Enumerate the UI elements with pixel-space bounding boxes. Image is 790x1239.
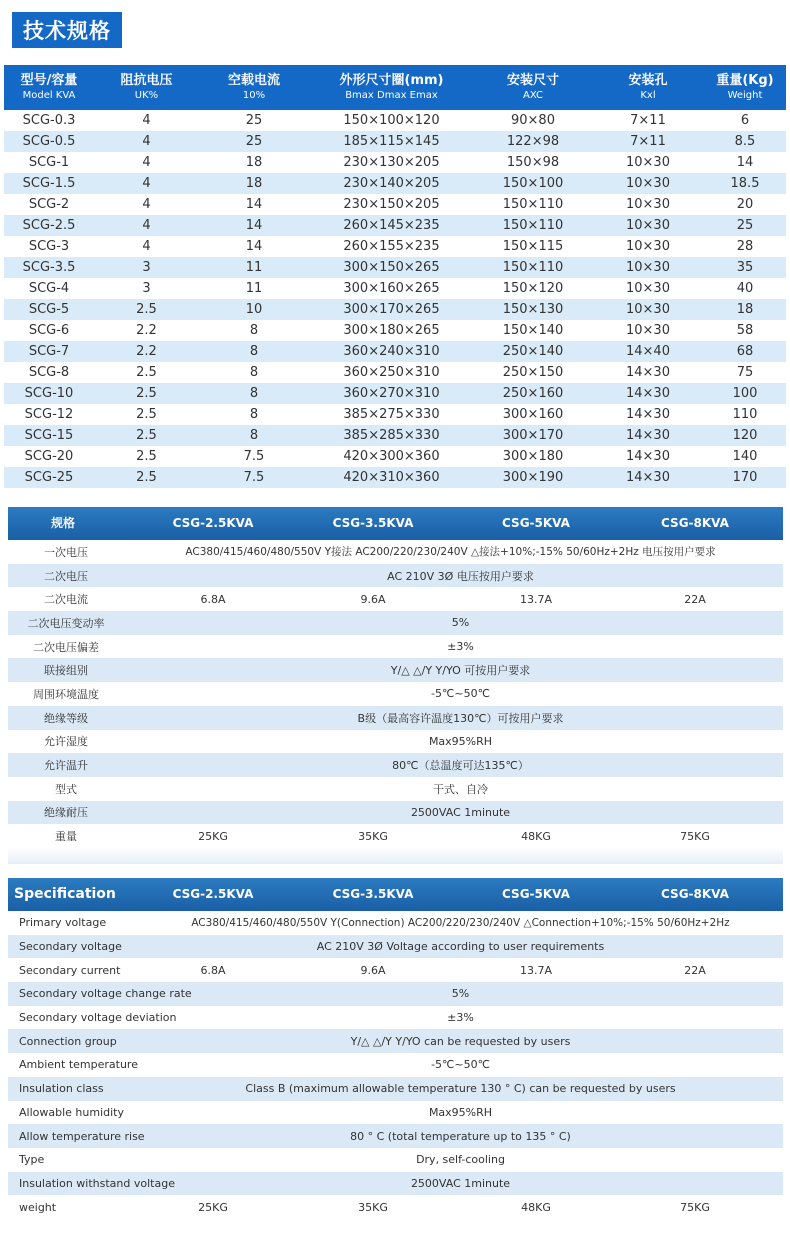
spec-row-value: -5℃~50℃ <box>431 687 490 701</box>
table-cell: SCG-1.5 <box>4 173 94 194</box>
table-cell: 7.5 <box>243 449 265 464</box>
table-cell: SCG-2.5 <box>4 215 94 236</box>
table-cell: SCG-10 <box>4 383 94 404</box>
table-cell: SCG-8 <box>28 365 70 380</box>
spec-row-value: -5℃~50℃ <box>431 1058 490 1072</box>
table-cell: 90×80 <box>511 113 555 128</box>
spec-row <box>8 587 783 611</box>
table-cell: 360×270×310 <box>309 383 474 404</box>
spec-row-cell: 35KG <box>358 829 388 843</box>
spec-row <box>8 564 783 588</box>
spec-row-value: Y/△ △/Y Y/YO can be requested by users <box>350 1034 571 1048</box>
table-cell: SCG-1 <box>28 155 70 170</box>
spec-row-cell: 9.6A <box>360 592 386 606</box>
table-cell: 10×30 <box>626 197 670 212</box>
spec-row-label: 周围环境温度 <box>33 687 99 701</box>
spec-row <box>8 1077 783 1101</box>
table-row <box>4 110 786 131</box>
table-cell: 14×30 <box>592 383 704 404</box>
table-cell: 150×100×120 <box>343 113 440 128</box>
spec-row-value: 2500VAC 1minute <box>410 1176 511 1190</box>
table-cell: 360×250×310 <box>343 365 440 380</box>
spec-table-header <box>4 65 786 110</box>
table-cell: 10×30 <box>592 215 704 236</box>
table-cell: SCG-3 <box>28 239 70 254</box>
table-row <box>4 257 786 278</box>
table-cell: 300×170 <box>474 425 592 446</box>
spec-row <box>8 777 783 801</box>
table-cell: SCG-20 <box>24 449 74 464</box>
table-cell: SCG-4 <box>28 281 70 296</box>
spec-row-value: Max95%RH <box>428 734 493 748</box>
spec-row-label: 一次电压 <box>44 545 88 559</box>
spec-row <box>8 611 783 635</box>
table-row <box>4 341 786 362</box>
spec-row <box>8 824 783 848</box>
table-cell: 8 <box>249 407 259 422</box>
spec-row-cell: 9.6A <box>360 963 386 977</box>
table-row <box>4 467 786 488</box>
spec-row <box>8 982 783 1006</box>
table-cell: 68 <box>704 341 786 362</box>
table-cell: 150×110 <box>474 215 592 236</box>
table-cell: 4 <box>94 131 199 152</box>
table-cell: 10×30 <box>626 155 670 170</box>
table-cell: 420×310×360 <box>309 467 474 488</box>
table-cell: 10×30 <box>592 173 704 194</box>
spec-row-cell: 13.7A <box>519 592 553 606</box>
spec-row-value: Dry, self-cooling <box>416 1153 505 1167</box>
spec-row-label: weight <box>19 1200 57 1214</box>
spec-row-value: B级（最高容许温度130℃）可按用户要求 <box>357 711 564 725</box>
table-row <box>4 425 786 446</box>
table-cell: 230×150×205 <box>343 197 440 212</box>
spec-row-cell: 25KG <box>198 829 228 843</box>
column-header-en: Kxl <box>640 90 656 101</box>
column-header-cn: 安装孔 <box>628 73 668 88</box>
spec-row-cell: 6.8A <box>200 963 226 977</box>
spec-row-cell: 75KG <box>680 1200 710 1214</box>
spec-header-model: CSG-2.5KVA <box>172 887 254 901</box>
table-cell: 14 <box>199 215 309 236</box>
table-cell: SCG-25 <box>4 467 94 488</box>
column-header-en: Bmax Dmax Emax <box>345 90 438 101</box>
table-cell: 7.5 <box>199 467 309 488</box>
table-cell: 260×155×235 <box>343 239 440 254</box>
table-cell: 14 <box>245 239 263 254</box>
table-cell: SCG-2 <box>28 197 70 212</box>
table-cell: 150×110 <box>474 257 592 278</box>
table-cell: 25 <box>704 215 786 236</box>
table-cell: SCG-6 <box>28 323 70 338</box>
spec-row-value: Y/△ △/Y Y/YO 可按用户要求 <box>390 664 531 678</box>
spec-row-label: 绝缘等级 <box>44 711 88 725</box>
spec-row-label: Allow temperature rise <box>19 1129 145 1143</box>
table-cell: 58 <box>736 323 754 338</box>
spec-row <box>8 1124 783 1148</box>
column-header-cn: 重量(Kg) <box>716 73 774 88</box>
table-cell: 18.5 <box>704 173 786 194</box>
table-cell: 11 <box>199 257 309 278</box>
table-cell: SCG-15 <box>4 425 94 446</box>
table-cell: 150×98 <box>506 155 560 170</box>
table-cell: 250×150 <box>502 365 564 380</box>
table-cell: 150×110 <box>502 197 564 212</box>
table-cell: 120 <box>704 425 786 446</box>
spec-header-title: 规格 <box>50 516 75 530</box>
spec-row-cell: 22A <box>684 963 706 977</box>
spec-row <box>8 1101 783 1125</box>
column-header-cn: 安装尺寸 <box>506 73 559 88</box>
table-cell: 2.2 <box>94 341 199 362</box>
column-header <box>199 65 309 110</box>
spec-row-cell: 75KG <box>680 829 710 843</box>
table-cell: 2.5 <box>94 383 199 404</box>
table-cell: 110 <box>732 407 758 422</box>
table-row <box>4 404 786 425</box>
table-cell: 4 <box>142 155 151 170</box>
table-cell: 100 <box>704 383 786 404</box>
table-cell: 10×30 <box>592 299 704 320</box>
table-cell: 11 <box>245 281 263 296</box>
spec-row-value: ±3% <box>447 640 474 654</box>
column-header-en: UK% <box>134 90 159 101</box>
spec-header-model: CSG-3.5KVA <box>332 887 414 901</box>
table-cell: 300×180×265 <box>343 323 440 338</box>
column-header-cn: 外形尺寸圈(mm) <box>339 73 444 88</box>
spec-row-value: 80 ° C (total temperature up to 135 ° C) <box>350 1129 571 1143</box>
table-cell: 4 <box>94 215 199 236</box>
spec-header-model: CSG-5KVA <box>502 887 570 901</box>
table-cell: 4 <box>142 239 151 254</box>
spec-row <box>8 753 783 777</box>
column-header <box>4 65 94 110</box>
table-cell: 75 <box>736 365 754 380</box>
table-cell: SCG-0.5 <box>4 131 94 152</box>
spec-row-cell: 22A <box>684 592 706 606</box>
table-cell: 10 <box>199 299 309 320</box>
spec-row-label: 二次电流 <box>44 593 88 607</box>
spec-row-cell: 48KG <box>521 829 551 843</box>
spec-row-value: ±3% <box>447 1011 474 1025</box>
spec-header-model: CSG-5KVA <box>502 516 570 530</box>
spec-row-label: 绝缘耐压 <box>44 806 88 820</box>
column-header-cn: 空载电流 <box>227 73 280 88</box>
table-cell: 8 <box>199 425 309 446</box>
table-row <box>4 194 786 215</box>
spec-row <box>8 658 783 682</box>
table-cell: 300×170×265 <box>309 299 474 320</box>
column-header-en: AXC <box>523 90 543 101</box>
table-row <box>4 362 786 383</box>
spec-table-chinese <box>8 507 783 864</box>
spec-row-label: Secondary voltage deviation <box>19 1011 177 1025</box>
spec-row-value: AC 210V 3Ø Voltage according to user requirements <box>316 940 605 954</box>
spec-row-value: AC380/415/460/480/550V Y(Connection) AC200/220/230/240V △Connection+10%;-15% 50/60Hz+2Hz <box>191 916 730 929</box>
table-cell: 8 <box>199 383 309 404</box>
table-cell: 360×240×310 <box>309 341 474 362</box>
table-cell: 14×30 <box>626 407 670 422</box>
table-cell: 40 <box>736 281 754 296</box>
table-cell: SCG-12 <box>24 407 74 422</box>
spec-row-label: 允许湿度 <box>44 735 88 749</box>
table-cell: 28 <box>736 239 754 254</box>
spec-row-label: Insulation class <box>19 1082 104 1096</box>
spec-row-value: Class B (maximum allowable temperature 130 ° C) can be requested by users <box>245 1082 676 1096</box>
table-cell: 2.5 <box>136 449 157 464</box>
spec-row-value: 2500VAC 1minute <box>410 805 511 819</box>
table-cell: 10×30 <box>626 323 670 338</box>
spec-row <box>8 706 783 730</box>
spec-row-cell: 13.7A <box>519 963 553 977</box>
spec-row <box>8 635 783 659</box>
table-cell: 8.5 <box>704 131 786 152</box>
table-cell: 4 <box>94 173 199 194</box>
table-cell: 150×115 <box>502 239 564 254</box>
column-header <box>309 65 474 110</box>
table-cell: 230×140×205 <box>309 173 474 194</box>
technical-spec-table <box>4 65 786 488</box>
spec-row-label: Connection group <box>19 1034 117 1048</box>
spec-row-label: 二次电压变动率 <box>27 616 105 630</box>
table-cell: 2.5 <box>136 407 157 422</box>
spec-row-label: Ambient temperature <box>19 1058 138 1072</box>
table-row <box>4 278 786 299</box>
table-cell: 150×120 <box>502 281 564 296</box>
table-cell: 7×11 <box>630 113 666 128</box>
spec-table-body <box>4 110 786 488</box>
table-cell: 14 <box>245 197 263 212</box>
spec-row-label: 型式 <box>55 782 77 796</box>
table-cell: 8 <box>199 341 309 362</box>
table-cell: 2.5 <box>136 365 157 380</box>
table-cell: 300×190 <box>474 467 592 488</box>
spec-row <box>8 911 783 935</box>
table-cell: 14×30 <box>592 467 704 488</box>
column-header <box>474 65 592 110</box>
table-cell: 8 <box>249 365 259 380</box>
spec-row-label: 联接组别 <box>44 664 88 678</box>
spec-header-model: CSG-3.5KVA <box>332 516 414 530</box>
table-cell: 250×140 <box>474 341 592 362</box>
column-header-cn: 阻抗电压 <box>120 73 173 88</box>
table-cell: 2.2 <box>136 323 157 338</box>
section-title: 技术规格 <box>12 12 122 48</box>
spec-row-label: Insulation withstand voltage <box>19 1176 175 1190</box>
table-cell: 150×100 <box>474 173 592 194</box>
table-cell: 300×180 <box>502 449 564 464</box>
spec-header-title: Specification <box>14 886 116 902</box>
table-cell: 385×275×330 <box>343 407 440 422</box>
table-cell: 10×30 <box>626 281 670 296</box>
column-header <box>592 65 704 110</box>
spec-header-model: CSG-2.5KVA <box>172 516 254 530</box>
spec-row-value: AC380/415/460/480/550V Y接法 AC200/220/230/240V △接法+10%;-15% 50/60Hz+2Hz 电压按用户要求 <box>185 546 716 559</box>
column-header-en: Model KVA <box>22 90 76 101</box>
spec-header-model: CSG-8KVA <box>661 887 729 901</box>
table-row <box>4 152 786 173</box>
table-row <box>4 383 786 404</box>
spec-row-value: 干式、自冷 <box>433 782 488 796</box>
table-cell: 25 <box>199 131 309 152</box>
table-cell: 2.5 <box>94 467 199 488</box>
column-header-cn: 型号/容量 <box>20 73 78 88</box>
table-cell: 14×40 <box>592 341 704 362</box>
spec-row <box>8 1006 783 1030</box>
table-cell: 18 <box>704 299 786 320</box>
spec-row <box>8 801 783 825</box>
spec-row-label: Secondary current <box>19 963 121 977</box>
table-cell: 8 <box>249 323 259 338</box>
spec-row <box>8 935 783 959</box>
table-cell: 6 <box>740 113 750 128</box>
table-cell: 170 <box>704 467 786 488</box>
table-cell: 14×30 <box>592 425 704 446</box>
table-cell: 18 <box>245 155 263 170</box>
table-cell: 35 <box>704 257 786 278</box>
table-cell: SCG-3.5 <box>4 257 94 278</box>
table-cell: 3 <box>94 257 199 278</box>
spec-row-label: Secondary voltage change rate <box>19 987 192 1001</box>
table-cell: 4 <box>142 197 151 212</box>
spec-row-value: Max95%RH <box>428 1105 493 1119</box>
spec-row-label: Allowable humidity <box>19 1105 124 1119</box>
spec-table-english <box>8 878 783 1219</box>
spec-row <box>8 1195 783 1219</box>
table-cell: 4 <box>142 113 151 128</box>
column-header-en: Weight <box>727 90 763 101</box>
table-cell: 300×160×265 <box>343 281 440 296</box>
table-cell: 250×160 <box>474 383 592 404</box>
column-header-en: 10% <box>242 90 266 101</box>
table-cell: 420×300×360 <box>343 449 440 464</box>
table-cell: 14×30 <box>626 449 670 464</box>
table-cell: 2.5 <box>94 299 199 320</box>
table-row <box>4 446 786 467</box>
table-row <box>4 173 786 194</box>
table-cell: 300×160 <box>502 407 564 422</box>
table-cell: 25 <box>245 113 263 128</box>
table-cell: 10×30 <box>626 239 670 254</box>
spec-row-label: Primary voltage <box>19 916 107 930</box>
spec-row <box>8 540 783 564</box>
spec-row <box>8 958 783 982</box>
spec-cn-header <box>8 507 783 540</box>
spec-row-label: 二次电压偏差 <box>33 640 99 654</box>
table-row <box>4 299 786 320</box>
table-cell: 14×30 <box>626 365 670 380</box>
table-cell: 122×98 <box>474 131 592 152</box>
spec-row-value: 5% <box>451 616 470 630</box>
column-header <box>704 65 786 110</box>
table-cell: SCG-7 <box>4 341 94 362</box>
column-header <box>94 65 199 110</box>
spec-header-model: CSG-8KVA <box>661 516 729 530</box>
table-row <box>4 236 786 257</box>
spec-row-value: AC 210V 3Ø 电压按用户要求 <box>387 569 534 583</box>
table-cell: 2.5 <box>94 425 199 446</box>
table-cell: 185×115×145 <box>309 131 474 152</box>
table-cell: 20 <box>736 197 754 212</box>
spec-cn-footer-bar <box>8 848 783 864</box>
table-cell: 150×130 <box>474 299 592 320</box>
spec-row-value: 80℃（总温度可达135℃） <box>392 759 529 773</box>
spec-row <box>8 1053 783 1077</box>
spec-row <box>8 1148 783 1172</box>
table-cell: 230×130×205 <box>343 155 440 170</box>
table-row <box>4 131 786 152</box>
spec-cn-rows <box>8 540 783 848</box>
table-cell: 300×150×265 <box>309 257 474 278</box>
spec-row-label: Secondary voltage <box>19 940 122 954</box>
spec-row-label: 二次电压 <box>44 569 88 583</box>
spec-row-cell: 48KG <box>521 1200 551 1214</box>
spec-row <box>8 730 783 754</box>
table-cell: 18 <box>199 173 309 194</box>
spec-en-rows <box>8 911 783 1219</box>
spec-row <box>8 1029 783 1053</box>
spec-row-label: 重量 <box>55 830 77 844</box>
spec-row-label: Type <box>19 1153 45 1167</box>
spec-row-cell: 6.8A <box>200 592 226 606</box>
table-cell: SCG-5 <box>4 299 94 320</box>
spec-row <box>8 1172 783 1196</box>
spec-row <box>8 682 783 706</box>
table-row <box>4 320 786 341</box>
spec-row-label: 允许温升 <box>44 759 88 773</box>
table-cell: 140 <box>732 449 758 464</box>
table-cell: SCG-0.3 <box>22 113 76 128</box>
table-cell: 14 <box>736 155 754 170</box>
spec-row-cell: 25KG <box>198 1200 228 1214</box>
spec-row-value: 5% <box>451 987 470 1001</box>
table-cell: 150×140 <box>502 323 564 338</box>
table-cell: 7×11 <box>592 131 704 152</box>
table-cell: 10×30 <box>592 257 704 278</box>
table-cell: 3 <box>142 281 151 296</box>
table-cell: 385×285×330 <box>309 425 474 446</box>
table-row <box>4 215 786 236</box>
spec-en-header <box>8 878 783 911</box>
spec-row-cell: 35KG <box>358 1200 388 1214</box>
table-cell: 260×145×235 <box>309 215 474 236</box>
